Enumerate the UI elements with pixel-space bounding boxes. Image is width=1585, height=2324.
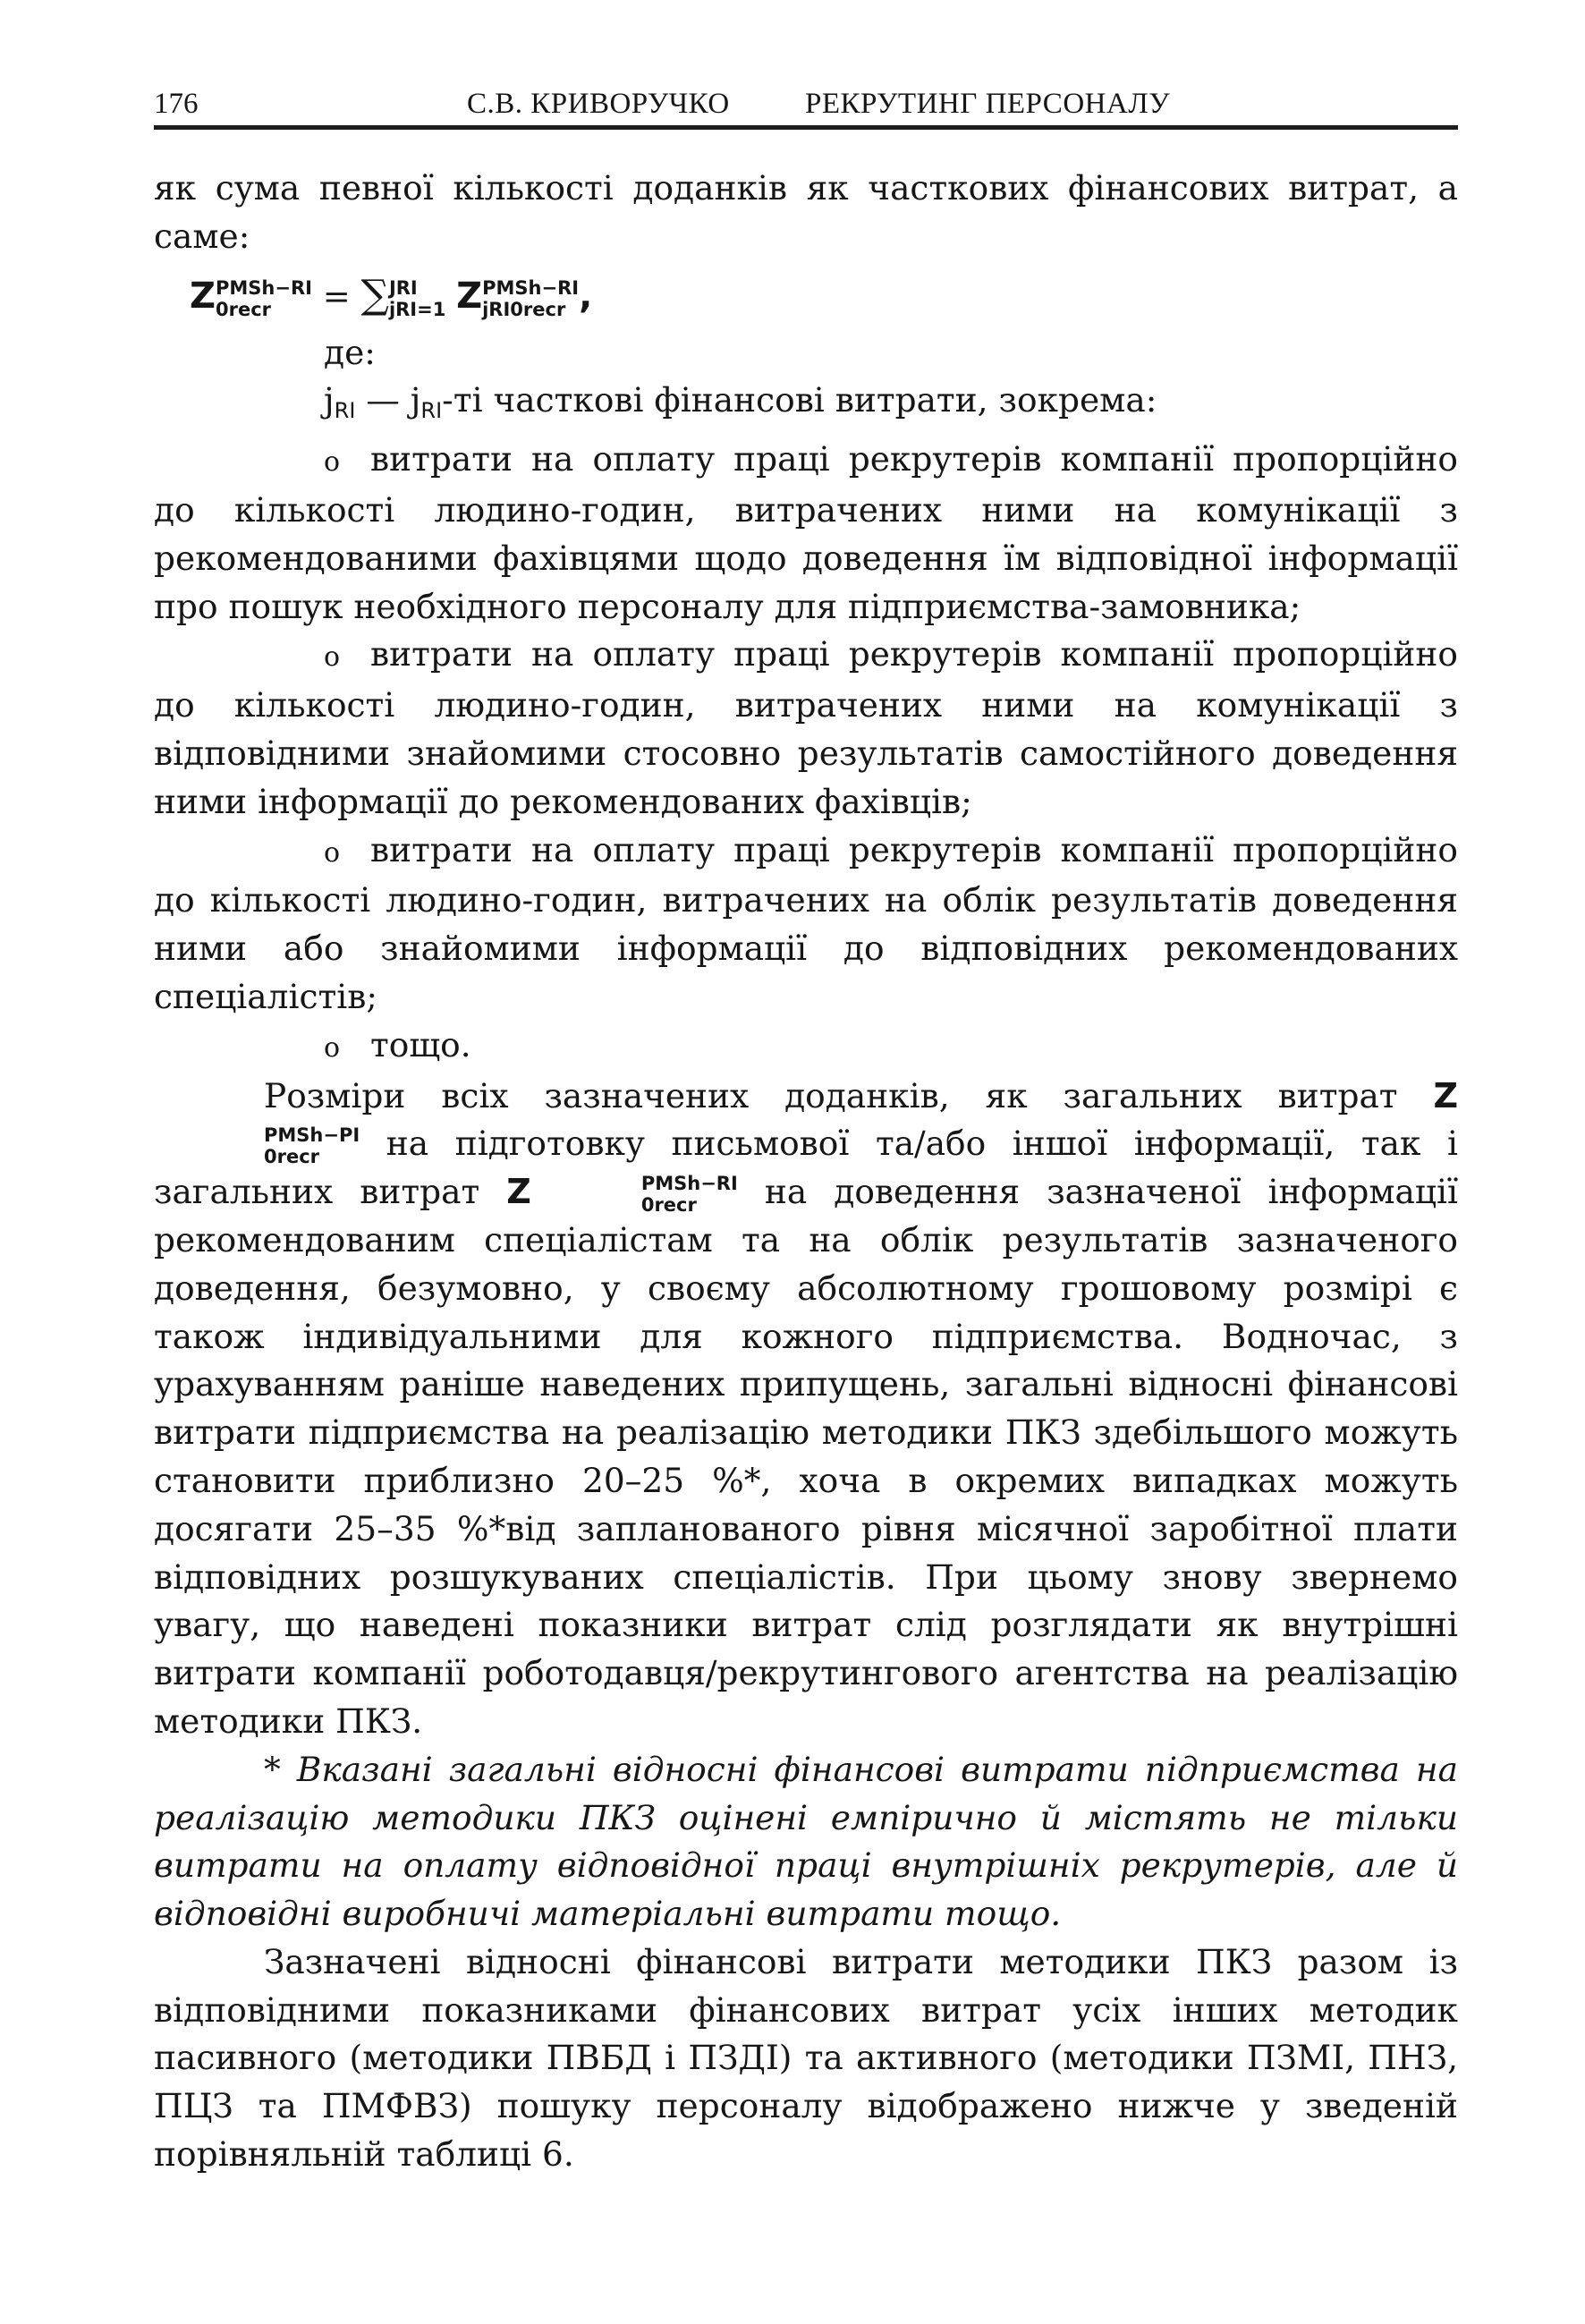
formula-sum-sign: ∑ xyxy=(360,271,389,318)
jri-symbol-2: j xyxy=(410,380,421,420)
list-item xyxy=(154,1022,1458,1073)
formula-lhs-indices xyxy=(216,277,312,320)
main-paragraph-part-1: Розміри всіх зазначених доданків, як загальних витрат xyxy=(264,1075,1398,1115)
jri-symbol-2-sub: RI xyxy=(420,398,443,424)
jri-dash: — xyxy=(366,380,400,420)
z2-sub: 0recr xyxy=(640,1193,697,1216)
bullet-marker: o xyxy=(324,641,341,674)
page-number: 176 xyxy=(154,88,199,120)
formula-equals: = xyxy=(322,276,351,316)
z2-sup: PMSh−RI xyxy=(640,1172,738,1194)
body-text xyxy=(154,165,1458,2179)
formula xyxy=(154,261,1458,329)
z1-symbol: Z xyxy=(1433,1075,1459,1115)
z1-sub: 0recr xyxy=(264,1145,320,1167)
main-paragraph-part-2: на підготовку письмової та/або іншої інформації, так і загальних витрат xyxy=(154,1124,1458,1212)
jri-definition xyxy=(154,377,1458,436)
list-item xyxy=(154,827,1458,1022)
z2-symbol: Z xyxy=(506,1172,531,1212)
footnote-paragraph: * Вказані загальні відносні фінансові витрати підприємства на реалізацію методики ПКЗ оцінені емпірично й містять не тільки витрати на оплату відповідної праці внутрішніх рекрутерів, але й відповідні виробничі матеріальні витрати тощо. xyxy=(154,1749,1458,1934)
jri-definition-text: -ті часткові фінансові витрати, зокрема: xyxy=(442,380,1157,420)
formula-lhs-sup: PMSh−RI xyxy=(216,277,312,300)
running-header xyxy=(154,82,1458,130)
formula-lhs-sub: 0recr xyxy=(216,299,272,321)
formula-rhs-sub: jRI0recr xyxy=(482,299,566,321)
formula-sum-sup: JRI xyxy=(388,277,418,300)
formula-sum-indices xyxy=(389,277,445,320)
formula-rhs-sup: PMSh−RI xyxy=(482,277,580,300)
list-item-text: тощо. xyxy=(370,1024,471,1064)
formula-lhs-symbol: Z xyxy=(190,275,216,317)
jri-symbol-sub: RI xyxy=(334,398,356,424)
bullet-marker: o xyxy=(324,446,341,479)
inline-formula-z2 xyxy=(506,1172,738,1216)
z1-indices xyxy=(154,1124,360,1167)
de-label: де: xyxy=(324,332,376,372)
jri-symbol: j xyxy=(324,380,335,420)
header-author: С.В. КРИВОРУЧКО xyxy=(467,88,730,120)
z1-sup: PMSh−PI xyxy=(264,1124,360,1146)
z2-indices xyxy=(531,1173,738,1216)
list-item-text: витрати на оплату праці рекрутерів компанії пропорційно до кількості людино-годин, витрачених ними на комунікації з відповідними знайомими стосовно результатів самостійного доведення ними інформації до рекомендованих фахівців; xyxy=(154,634,1458,821)
main-paragraph-part-3: на доведення зазначеної інформації рекомендованим спеціалістам та на облік результатів зазначеного доведення, безумовно, у своєму абсолютному грошовому розмірі є також індивідуальними для кожного підприємства. Водночас, з урахуванням раніше наведених припущень, загальні відносні фінансові витрати підприємства на реалізацію методики ПКЗ здебільшого можуть становити приблизно 20–25 %*, хоча в окремих випадках можуть досягати 25–35 %*від запланованого рівня місячної заробітної плати відповідних розшукуваних спеціалістів. При цьому знову звернемо увагу, що наведені показники витрат слід розглядати як внутрішні витрати компанії роботодавця/рекрутингового агентства на реалізацію методики ПКЗ. xyxy=(154,1172,1458,1741)
list-item xyxy=(154,436,1458,631)
list-item xyxy=(154,631,1458,826)
bullet-marker: o xyxy=(324,1031,341,1064)
header-book-title: РЕКРУТИНГ ПЕРСОНАЛУ xyxy=(805,88,1171,120)
document-page xyxy=(154,0,1458,2324)
intro-paragraph: як сума певної кількості доданків як часткових фінансових витрат, а саме: xyxy=(154,168,1458,256)
list-item-text: витрати на оплату праці рекрутерів компанії пропорційно до кількості людино-годин, витрачених на облік результатів доведення ними або знайомими інформації до відповідних рекомендованих спеціалістів; xyxy=(154,829,1458,1016)
formula-trailing-comma: , xyxy=(579,275,593,317)
formula-sum-sub: jRI=1 xyxy=(388,299,446,321)
bullet-marker: o xyxy=(324,836,341,869)
conclusion-paragraph: Зазначені відносні фінансові витрати методики ПКЗ разом із відповідними показниками фінансових витрат усіх інших методик пасивного (методики ПВБД і ПЗДІ) та активного (методики ПЗМІ, ПНЗ, ПЦЗ та ПМФВЗ) пошуку персоналу відображено нижче у зведеній порівняльній таблиці 6. xyxy=(154,1941,1458,2175)
list-item-text: витрати на оплату праці рекрутерів компанії пропорційно до кількості людино-годин, витрачених ними на комунікації з рекомендованими фахівцями щодо доведення їм відповідної інформації про пошук необхідного персоналу для підприємства-замовника; xyxy=(154,439,1458,626)
main-paragraph xyxy=(154,1073,1458,1746)
formula-rhs-indices xyxy=(482,277,579,320)
formula-rhs-symbol: Z xyxy=(456,275,483,317)
